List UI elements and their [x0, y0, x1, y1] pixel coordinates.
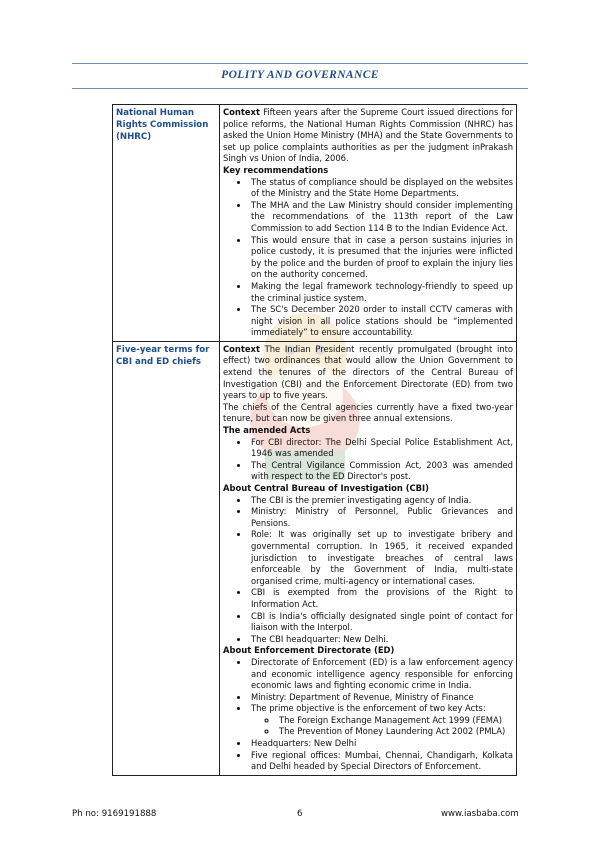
topic-title: Five-year terms for CBI and ED chiefs: [116, 344, 210, 367]
table-row: [113, 341, 517, 775]
list-item: • Role: It was originally set up to investigate bribery and governmental corruption. In 1965, it received expanded jurisdiction to investigate breaches of central laws enforceable by the Government of India, multi-state organised crime, multi-agency or international cases.: [249, 529, 513, 587]
list-item: • Ministry: Ministry of Personnel, Public Grievances and Pensions.: [249, 506, 513, 529]
recommendations-list: [223, 177, 513, 339]
cbi-list: [223, 495, 513, 646]
list-item: • The CBI headquarter: New Delhi.: [249, 634, 513, 646]
topic-cell: [113, 105, 220, 342]
footer-page-number: 6: [297, 809, 303, 819]
ed-list: [223, 657, 513, 773]
list-item: • Directorate of Enforcement (ED) is a law enforcement agency and economic intelligence agency responsible for enforcing economic laws and fighting economic crime in India.: [249, 657, 513, 692]
topics-table: [112, 104, 517, 776]
list-item: • Making the legal framework technology-friendly to speed up the criminal justice system.: [249, 281, 513, 304]
context-label: Context: [223, 343, 260, 354]
section-heading: About Enforcement Directorate (ED): [223, 645, 395, 656]
list-item: [249, 703, 513, 738]
section-heading: About Central Bureau of Investigation (CBI): [223, 483, 430, 493]
list-item: • The MHA and the Law Ministry should consider implementing the recommendations of the 113th report of the Law Commission to add Section 114 B to the Indian Evidence Act.: [249, 200, 513, 235]
list-item: • This would ensure that in case a person sustains injuries in police custody, it is presumed that the injuries were inflicted by the police and the burden of proof to explain the injury lies on the authority concerned.: [249, 235, 513, 281]
list-item: • The status of compliance should be displayed on the websites of the Ministry and the State Home Departments.: [249, 177, 513, 200]
content-cell: [220, 341, 517, 775]
ed-acts-sublist: [251, 715, 513, 738]
list-item: • The Central Vigilance Commission Act, 2003 was amended with respect to the ED Director's post.: [249, 460, 513, 483]
list-item: • CBI is exempted from the provisions of the Right to Information Act.: [249, 587, 513, 610]
list-item: • Headquarters: New Delhi: [249, 738, 513, 750]
footer-website[interactable]: www.iasbaba.com: [441, 809, 519, 819]
list-item: • The SC's December 2020 order to install CCTV cameras with night vision in all police stations should be “implemented immediately” to ensure accountability.: [249, 304, 513, 339]
list-item: • Five regional offices: Mumbai, Chennai, Chandigarh, Kolkata and Delhi headed by Special Directors of Enforcement.: [249, 750, 513, 773]
acts-list: [223, 437, 513, 483]
sub-list-item: ◦ The Foreign Exchange Management Act 1999 (FEMA): [277, 715, 513, 727]
topic-cell: [113, 341, 220, 775]
content-cell: [220, 105, 517, 342]
section-heading: The amended Acts: [223, 425, 311, 436]
context-text-2: The chiefs of the Central agencies currently have a fixed two-year tenure, but can now be given three annual extensions.: [223, 401, 513, 424]
context-text: Fifteen years after the Supreme Court issued directions for police reforms, the National Human Rights Commission (NHRC) has asked the Union Home Ministry (MHA) and the State Governments to set up police complaints authorities as per the judgment inPrakash Singh vs Union of India, 2006.: [223, 107, 513, 164]
topic-title: National Human Rights Commission (NHRC): [116, 108, 209, 142]
header-rule-bottom: [72, 88, 528, 89]
list-item: • CBI is India's officially designated single point of contact for liaison with the Interpol.: [249, 611, 513, 634]
context-text: The Indian President recently promulgated (brought into effect) two ordinances that would allow the Union Government to extend the tenures of the directors of the Central Bureau of Investigation (CBI) and the Enforcement Directorate (ED) from two years to up to five years.: [223, 343, 513, 401]
page-title: POLITY AND GOVERNANCE: [221, 69, 379, 81]
list-item: • For CBI director: The Delhi Special Police Establishment Act, 1946 was amended: [249, 437, 513, 460]
header-rule-top: [72, 63, 528, 64]
sub-list-item: ◦ The Prevention of Money Laundering Act 2002 (PMLA): [277, 726, 513, 738]
list-item: • Ministry: Department of Revenue, Ministry of Finance: [249, 692, 513, 704]
list-item: • The CBI is the premier investigating agency of India.: [249, 495, 513, 507]
footer-phone: Ph no: 9169191888: [72, 809, 157, 819]
list-item-text: The prime objective is the enforcement of two key Acts:: [251, 703, 486, 714]
table-row: [113, 105, 517, 342]
section-heading: Key recommendations: [223, 164, 329, 175]
context-label: Context: [223, 107, 260, 117]
